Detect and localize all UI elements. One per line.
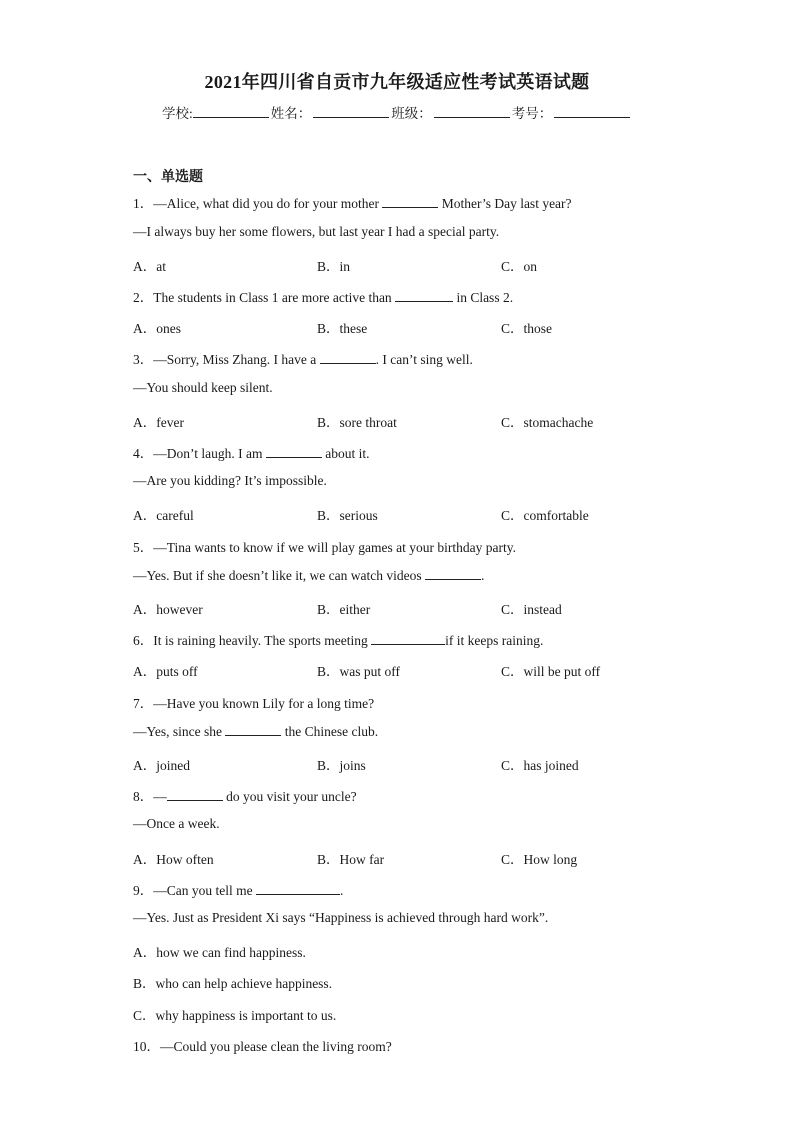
answer-blank <box>371 632 445 645</box>
q4-option-a[interactable]: A．careful <box>133 508 194 523</box>
answer-blank <box>225 723 281 736</box>
school-label: 学校: <box>162 106 193 121</box>
q4-option-c[interactable]: C．comfortable <box>501 508 589 523</box>
student-info-line <box>162 102 632 122</box>
name-label: 姓名： <box>270 106 312 121</box>
answer-blank <box>395 289 453 302</box>
class-blank[interactable] <box>434 104 510 118</box>
q2-option-b[interactable]: B．these <box>317 321 368 336</box>
answer-blank <box>266 445 322 458</box>
question-8-stem: 8．— do you visit your uncle? <box>133 789 357 804</box>
number-blank[interactable] <box>554 104 630 118</box>
section-title: 一、单选题 <box>133 170 203 185</box>
question-7-stem: 7．—Have you known Lily for a long time? <box>133 696 375 711</box>
name-blank[interactable] <box>313 104 389 118</box>
q3-option-c[interactable]: C．stomachache <box>501 415 594 430</box>
answer-blank <box>256 882 340 895</box>
q5-option-b[interactable]: B．either <box>317 602 371 617</box>
q8-option-c[interactable]: C．How long <box>501 852 578 867</box>
question-5-reply: —Yes. But if she doesn’t like it, we can watch videos . <box>133 568 485 583</box>
question-4-stem: 4．—Don’t laugh. I am about it. <box>133 446 370 461</box>
number-label: 考号： <box>511 106 553 121</box>
question-9-stem: 9．—Can you tell me . <box>133 883 344 898</box>
school-blank[interactable] <box>193 104 269 118</box>
question-8-reply: —Once a week. <box>133 816 220 831</box>
q6-option-c[interactable]: C．will be put off <box>501 664 601 679</box>
question-1-stem: 1．—Alice, what did you do for your mother Mother’s Day last year? <box>133 196 572 211</box>
q9-option-a[interactable]: A．how we can find happiness. <box>133 945 306 960</box>
q5-option-a[interactable]: A．however <box>133 602 203 617</box>
answer-blank <box>167 788 223 801</box>
q7-option-a[interactable]: A．joined <box>133 758 190 773</box>
question-7-reply: —Yes, since she the Chinese club. <box>133 724 379 739</box>
class-label: 班级： <box>391 106 432 121</box>
question-9-reply: —Yes. Just as President Xi says “Happiness is achieved through hard work”. <box>133 910 549 925</box>
answer-blank <box>382 195 438 208</box>
q7-option-b[interactable]: B．joins <box>317 758 366 773</box>
q2-option-a[interactable]: A．ones <box>133 321 181 336</box>
question-3-reply: —You should keep silent. <box>133 380 273 395</box>
q5-option-c[interactable]: C．instead <box>501 602 562 617</box>
q4-option-b[interactable]: B．serious <box>317 508 378 523</box>
q9-option-b[interactable]: B．who can help achieve happiness. <box>133 976 333 991</box>
q6-option-a[interactable]: A．puts off <box>133 664 198 679</box>
question-5-stem: 5．—Tina wants to know if we will play games at your birthday party. <box>133 540 516 555</box>
q9-option-c[interactable]: C．why happiness is important to us. <box>133 1008 337 1023</box>
q3-option-a[interactable]: A．fever <box>133 415 184 430</box>
q6-option-b[interactable]: B．was put off <box>317 664 400 679</box>
q8-option-a[interactable]: A．How often <box>133 852 214 867</box>
question-2-stem: 2．The students in Class 1 are more active than in Class 2. <box>133 290 514 305</box>
q1-option-a[interactable]: A．at <box>133 259 166 274</box>
q1-option-b[interactable]: B．in <box>317 259 351 274</box>
question-3-stem: 3．—Sorry, Miss Zhang. I have a . I can’t sing well. <box>133 352 473 367</box>
answer-blank <box>320 351 376 364</box>
question-10-stem: 10．—Could you please clean the living room? <box>133 1039 392 1054</box>
q7-option-c[interactable]: C．has joined <box>501 758 579 773</box>
question-4-reply: —Are you kidding? It’s impossible. <box>133 473 327 488</box>
q1-option-c[interactable]: C．on <box>501 259 538 274</box>
answer-blank <box>425 567 481 580</box>
question-1-reply: —I always buy her some flowers, but last year I had a special party. <box>133 224 500 239</box>
q3-option-b[interactable]: B．sore throat <box>317 415 397 430</box>
question-6-stem: 6．It is raining heavily. The sports meeting if it keeps raining. <box>133 633 544 648</box>
q2-option-c[interactable]: C．those <box>501 321 553 336</box>
q8-option-b[interactable]: B．How far <box>317 852 385 867</box>
page-title: 2021年四川省自贡市九年级适应性考试英语试题 <box>204 72 590 92</box>
